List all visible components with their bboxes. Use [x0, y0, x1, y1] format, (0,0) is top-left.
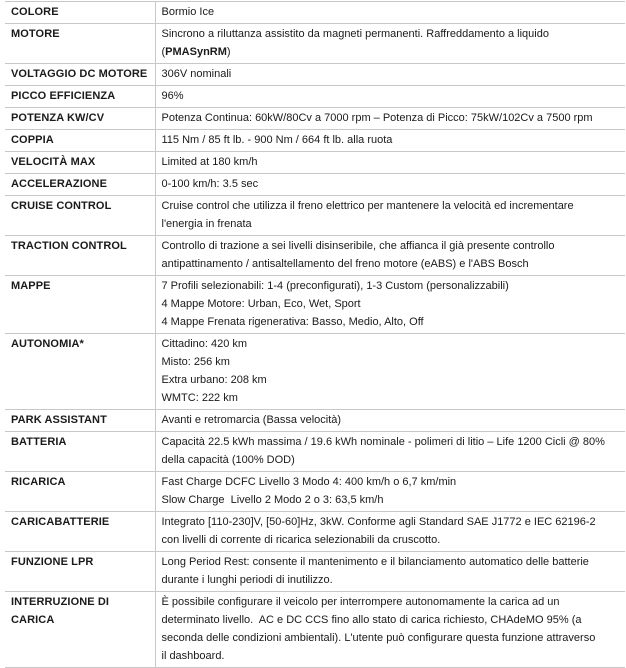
table-row [5, 2, 625, 24]
value-line: Misto: 256 km [161, 356, 230, 368]
value-line: 7 Profili selezionabili: 1-4 (preconfigurati), 1-3 Custom (personalizzabili) [161, 280, 509, 292]
value-line: Long Period Rest: consente il mantenimento e il bilanciamento automatico delle batterie [161, 556, 589, 568]
value-line: 115 Nm / 85 ft lb. - 900 Nm / 664 ft lb. alla ruota [161, 134, 393, 146]
paren-open: ( [161, 46, 166, 58]
table-row [5, 472, 625, 512]
row-label-autonomia: AUTONOMIA* [5, 334, 155, 410]
value-line: Sincrono a riluttanza assistito da magneti permanenti. Raffreddamento a liquido [161, 28, 549, 40]
paren-close: ) [226, 46, 231, 58]
table-row [5, 552, 625, 592]
value-line [162, 43, 622, 61]
value-line: il dashboard. [161, 650, 225, 662]
row-label-cruise-control: CRUISE CONTROL [5, 196, 155, 236]
row-value-voltaggio [155, 64, 625, 86]
value-line: Potenza Continua: 60kW/80Cv a 7000 rpm – Potenza di Picco: 75kW/102Cv a 7500 rpm [161, 112, 593, 124]
row-value-potenza [155, 108, 625, 130]
value-line: Capacità 22.5 kWh massima / 19.6 kWh nominale - polimeri di litio – Life 1200 Cicli @ 80% [161, 436, 605, 448]
row-value-velocita-max [155, 152, 625, 174]
row-label-ricarica: RICARICA [5, 472, 155, 512]
table-row [5, 130, 625, 152]
row-value-interruzione-carica [155, 592, 625, 668]
row-value-batteria [155, 432, 625, 472]
row-label-velocita-max: VELOCITÀ MAX [5, 152, 155, 174]
row-label-colore: COLORE [5, 2, 155, 24]
value-line: 96% [161, 90, 184, 102]
row-value-caricabatterie [155, 512, 625, 552]
row-value-cruise-control [155, 196, 625, 236]
row-label-coppia: COPPIA [5, 130, 155, 152]
value-line: 306V nominali [161, 68, 232, 80]
row-value-park-assistant [155, 410, 625, 432]
value-line: con livelli di corrente di ricarica selezionabili da cruscotto. [161, 534, 441, 546]
row-label-funzione-lpr: FUNZIONE LPR [5, 552, 155, 592]
value-line: 0-100 km/h: 3.5 sec [161, 178, 259, 190]
value-line: È possibile configurare il veicolo per interrompere autonomamente la carica ad un [161, 596, 560, 608]
row-value-funzione-lpr [155, 552, 625, 592]
row-label-batteria: BATTERIA [5, 432, 155, 472]
row-label-potenza: POTENZA KW/CV [5, 108, 155, 130]
row-value-accelerazione [155, 174, 625, 196]
row-label-accelerazione: ACCELERAZIONE [5, 174, 155, 196]
row-label-motore: MOTORE [5, 24, 155, 64]
row-value-motore [155, 24, 625, 64]
table-row [5, 512, 625, 552]
table-row [5, 196, 625, 236]
value-line: WMTC: 222 km [161, 392, 238, 404]
row-label-traction-control: TRACTION CONTROL [5, 236, 155, 276]
value-line: Extra urbano: 208 km [161, 374, 267, 386]
spec-table-body [5, 2, 625, 668]
value-line: Cruise control che utilizza il freno elettrico per mantenere la velocità ed incrementare [161, 200, 574, 212]
row-label-mappe: MAPPE [5, 276, 155, 334]
value-line: Fast Charge DCFC Livello 3 Modo 4: 400 km/h o 6,7 km/min [161, 476, 457, 488]
row-label-picco-efficienza: PICCO EFFICIENZA [5, 86, 155, 108]
value-line: Cittadino: 420 km [161, 338, 248, 350]
value-line: durante i lunghi periodi di inutilizzo. [161, 574, 333, 586]
value-line: l'energia in frenata [161, 218, 252, 230]
value-line: antipattinamento / antisaltellamento del freno motore (eABS) e l'ABS Bosch [161, 258, 529, 270]
table-row [5, 432, 625, 472]
table-row [5, 152, 625, 174]
row-value-coppia [155, 130, 625, 152]
table-row [5, 86, 625, 108]
row-value-picco-efficienza [155, 86, 625, 108]
row-value-autonomia [155, 334, 625, 410]
spec-table [5, 1, 625, 668]
row-label-park-assistant: PARK ASSISTANT [5, 410, 155, 432]
row-label-caricabatterie: CARICABATTERIE [5, 512, 155, 552]
table-row [5, 276, 625, 334]
table-row [5, 108, 625, 130]
table-row [5, 410, 625, 432]
table-row [5, 334, 625, 410]
value-line: 4 Mappe Frenata rigenerativa: Basso, Medio, Alto, Off [161, 316, 424, 328]
value-line: seconda delle condizioni ambientali). L'utente può configurare questa funzione attraverso [161, 632, 596, 644]
value-line: Slow Charge Livello 2 Modo 2 o 3: 63,5 km/h [161, 494, 384, 506]
row-value-colore [155, 2, 625, 24]
row-value-ricarica [155, 472, 625, 512]
table-row [5, 64, 625, 86]
value-line: Integrato [110-230]V, [50-60]Hz, 3kW. Conforme agli Standard SAE J1772 e IEC 62196-2 [161, 516, 596, 528]
value-line: Bormio Ice [161, 6, 215, 18]
value-line: Avanti e retromarcia (Bassa velocità) [161, 414, 342, 426]
value-line: della capacità (100% DOD) [161, 454, 295, 466]
table-row [5, 592, 625, 668]
value-line: Controllo di trazione a sei livelli disinseribile, che affianca il già presente controllo [161, 240, 555, 252]
motor-acronym: PMASynRM [165, 46, 227, 58]
row-value-mappe [155, 276, 625, 334]
value-line: Limited at 180 km/h [161, 156, 258, 168]
table-row [5, 24, 625, 64]
value-line: determinato livello. AC e DC CCS fino allo stato di carica richiesto, CHAdeMO 95% (a [161, 614, 582, 626]
row-label-voltaggio: VOLTAGGIO DC MOTORE [5, 64, 155, 86]
table-row [5, 236, 625, 276]
row-value-traction-control [155, 236, 625, 276]
row-label-interruzione-carica: INTERRUZIONE DI CARICA [5, 592, 155, 668]
table-row [5, 174, 625, 196]
value-line: 4 Mappe Motore: Urban, Eco, Wet, Sport [161, 298, 361, 310]
